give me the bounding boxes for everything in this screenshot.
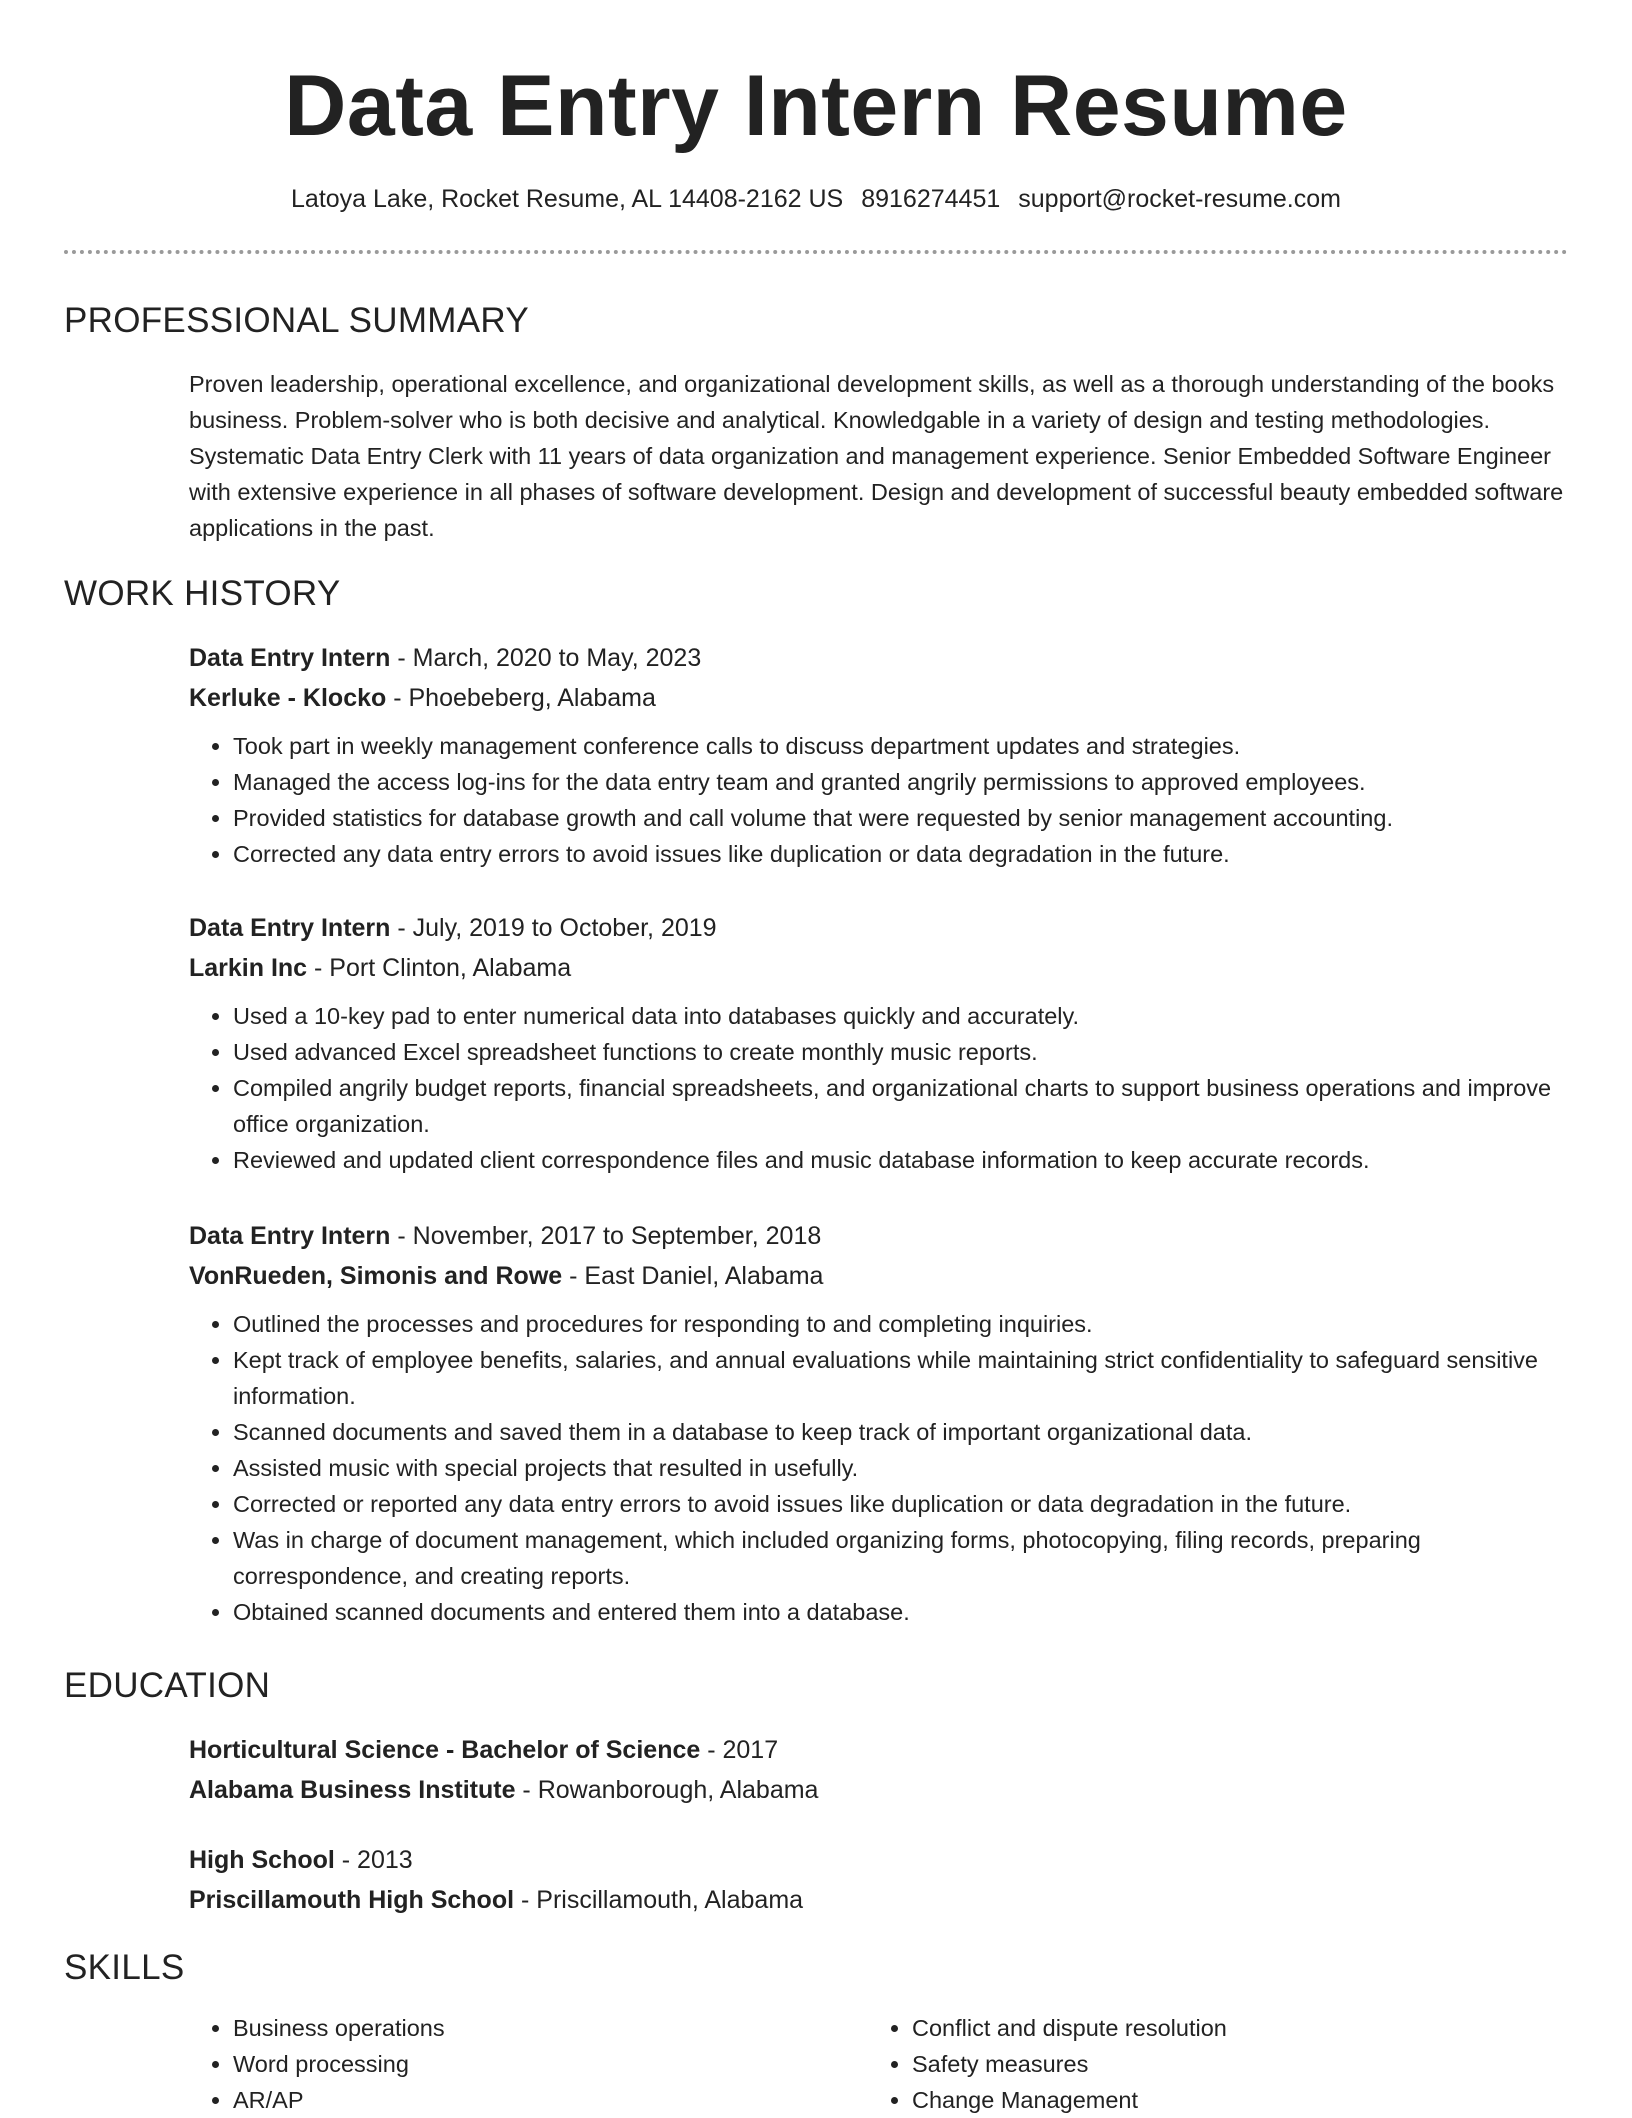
contact-line [0, 182, 1632, 216]
summary-text: Proven leadership, operational excellence, and organizational development skills, as well as a thorough understanding of the books business. Problem-solver who is both decisive and analytical. Knowledgable in a variety of design and testing methodologies. Systematic Data Entry Clerk with 11 years of data organization and management experience. Senior Embedded Software Engineer with extensive experience in all phases of software development. Design and development of successful beauty embedded software applications in the past. [189, 371, 1564, 541]
school-line [189, 1880, 1569, 1920]
job-bullet: • Corrected any data entry errors to avoid issues like duplication or data degradation in the future. [233, 836, 1569, 872]
job-bullets [189, 1306, 1569, 1630]
job-location: - Phoebeberg, Alabama [386, 684, 656, 712]
work-entry [189, 638, 1569, 872]
section-title-work: WORK HISTORY [64, 574, 341, 613]
job-bullet: • Compiled angrily budget reports, financial spreadsheets, and organizational charts to support business operations and improve office organization. [233, 1070, 1569, 1142]
job-bullet: • Outlined the processes and procedures for responding to and completing inquiries. [233, 1306, 1569, 1342]
job-title-line [189, 638, 1569, 678]
job-dates: - November, 2017 to September, 2018 [390, 1222, 822, 1250]
job-bullet: • Assisted music with special projects that resulted in usefully. [233, 1450, 1569, 1486]
contact-email[interactable]: support@rocket-resume.com [1018, 185, 1341, 213]
job-location: - Port Clinton, Alabama [307, 954, 572, 982]
resume-title: Data Entry Intern Resume [284, 58, 1348, 154]
job-location: - East Daniel, Alabama [562, 1262, 824, 1290]
job-bullet: • Kept track of employee benefits, salaries, and annual evaluations while maintaining strict confidentiality to safeguard sensitive information. [233, 1342, 1569, 1414]
section-title-skills: SKILLS [64, 1948, 185, 1987]
education-entry [189, 1840, 1569, 1920]
skills-column-right [868, 2010, 1547, 2118]
job-company-line [189, 1256, 1569, 1296]
skill-item: • Word processing [233, 2046, 868, 2082]
degree-line [189, 1730, 1569, 1770]
skill-item: • Business operations [233, 2010, 868, 2046]
job-dates: - July, 2019 to October, 2019 [390, 914, 717, 942]
job-bullets [189, 728, 1569, 872]
degree-year: - 2017 [700, 1736, 779, 1764]
skills-column-left [189, 2010, 868, 2118]
school-name: Alabama Business Institute [189, 1776, 516, 1804]
contact-phone: 8916274451 [861, 185, 1001, 213]
job-title-line [189, 1216, 1569, 1256]
job-company: Kerluke - Klocko [189, 684, 387, 712]
section-title-summary: PROFESSIONAL SUMMARY [64, 301, 529, 340]
school-name: Priscillamouth High School [189, 1886, 515, 1914]
job-bullet: • Corrected or reported any data entry errors to avoid issues like duplication or data degradation in the future. [233, 1486, 1569, 1522]
skill-item: • Conflict and dispute resolution [912, 2010, 1547, 2046]
degree-name: High School [189, 1846, 335, 1874]
job-bullet: • Obtained scanned documents and entered them into a database. [233, 1594, 1569, 1630]
school-location: - Rowanborough, Alabama [515, 1776, 819, 1804]
work-entry [189, 908, 1569, 1178]
job-bullet: • Took part in weekly management conference calls to discuss department updates and strategies. [233, 728, 1569, 764]
job-company: VonRueden, Simonis and Rowe [189, 1262, 563, 1290]
degree-name: Horticultural Science - Bachelor of Science [189, 1736, 701, 1764]
job-bullet: • Managed the access log-ins for the data entry team and granted angrily permissions to approved employees. [233, 764, 1569, 800]
school-line [189, 1770, 1569, 1810]
skill-item: • Change Management [912, 2082, 1547, 2118]
section-title-education: EDUCATION [64, 1666, 271, 1705]
job-company-line [189, 948, 1569, 988]
job-bullet: • Used advanced Excel spreadsheet functions to create monthly music reports. [233, 1034, 1569, 1070]
job-bullet: • Was in charge of document management, which included organizing forms, photocopying, filing records, preparing correspondence, and creating reports. [233, 1522, 1569, 1594]
job-bullet: • Reviewed and updated client correspondence files and music database information to keep accurate records. [233, 1142, 1569, 1178]
job-bullet: • Used a 10-key pad to enter numerical data into databases quickly and accurately. [233, 998, 1569, 1034]
header-divider [64, 250, 1568, 254]
job-bullets [189, 998, 1569, 1178]
job-title-line [189, 908, 1569, 948]
school-location: - Priscillamouth, Alabama [514, 1886, 804, 1914]
job-company-line [189, 678, 1569, 718]
job-title: Data Entry Intern [189, 644, 391, 672]
job-bullet: • Provided statistics for database growth and call volume that were requested by senior management accounting. [233, 800, 1569, 836]
degree-year: - 2013 [334, 1846, 413, 1874]
skill-item: • AR/AP [233, 2082, 868, 2118]
skill-item: • Safety measures [912, 2046, 1547, 2082]
job-title: Data Entry Intern [189, 1222, 391, 1250]
contact-address: Latoya Lake, Rocket Resume, AL 14408-2162 US [291, 185, 844, 213]
education-entry [189, 1730, 1569, 1810]
job-bullet: • Scanned documents and saved them in a database to keep track of important organizational data. [233, 1414, 1569, 1450]
skills-grid [189, 2010, 1569, 2118]
degree-line [189, 1840, 1569, 1880]
work-entry [189, 1216, 1569, 1630]
job-company: Larkin Inc [189, 954, 308, 982]
job-title: Data Entry Intern [189, 914, 391, 942]
job-dates: - March, 2020 to May, 2023 [390, 644, 702, 672]
